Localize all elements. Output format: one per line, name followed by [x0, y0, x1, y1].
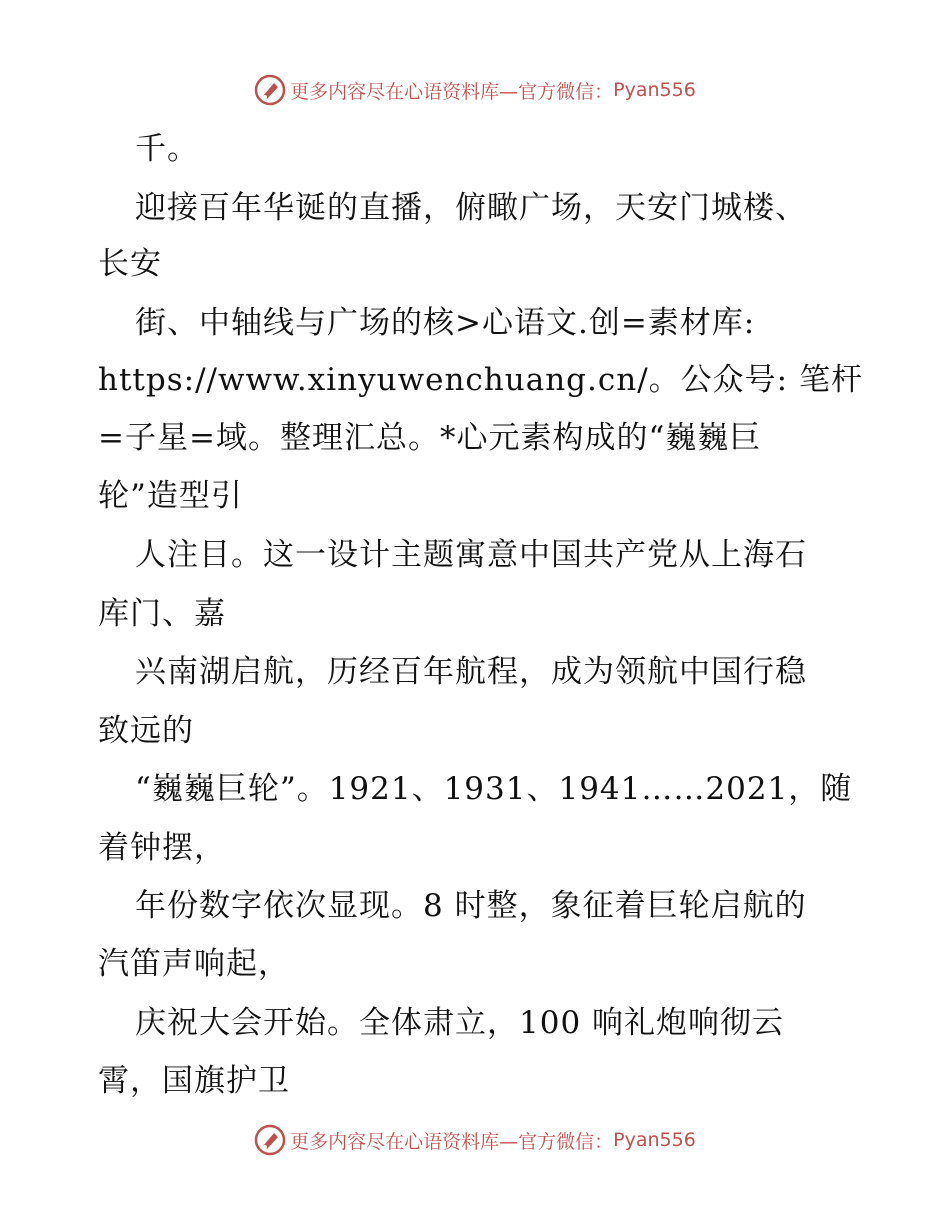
text-line: 兴南湖启航，历经百年航程，成为领航中国行稳 — [135, 654, 807, 690]
text-line: 库门、嘉 — [98, 596, 226, 632]
text-line: 轮”造型引 — [98, 478, 243, 514]
header-banner-text: 更多内容尽在心语资料库—官方微信： — [290, 80, 614, 103]
text-line: 汽笛声响起， — [98, 946, 290, 982]
text-line: 人注目。这一设计主题寓意中国共产党从上海石 — [135, 537, 807, 573]
footer-wechat-id: Pyan556 — [613, 1129, 696, 1151]
header-wechat-id: Pyan556 — [613, 79, 696, 101]
text-line: 霄，国旗护卫 — [98, 1063, 290, 1099]
text-line: https://www.xinyuwenchuang.cn/。公众号: 笔杆 — [98, 362, 863, 398]
text-line: “巍巍巨轮”。1921、1931、1941……2021，随 — [135, 771, 853, 807]
text-line: 迎接百年华诞的直播，俯瞰广场，天安门城楼、 — [135, 190, 807, 226]
text-line: 着钟摆， — [98, 830, 226, 866]
footer-banner-text: 更多内容尽在心语资料库—官方微信： — [290, 1130, 614, 1153]
text-line: =子星=域。整理汇总。*心元素构成的“巍巍巨 — [98, 420, 762, 456]
footer-banner — [0, 1120, 950, 1160]
text-line: 街、中轴线与广场的核>心语文.创=素材库: — [135, 305, 756, 341]
pen-nib-logo-icon — [254, 1124, 286, 1156]
text-line: 年份数字依次显现。8 时整，象征着巨轮启航的 — [135, 888, 807, 924]
text-line: 庆祝大会开始。全体肃立，100 响礼炮响彻云 — [135, 1005, 785, 1041]
text-line: 千。 — [135, 131, 199, 167]
header-banner — [0, 70, 950, 110]
text-line: 长安 — [98, 246, 162, 282]
text-line: 致远的 — [98, 713, 194, 749]
pen-nib-logo-icon — [254, 74, 286, 106]
